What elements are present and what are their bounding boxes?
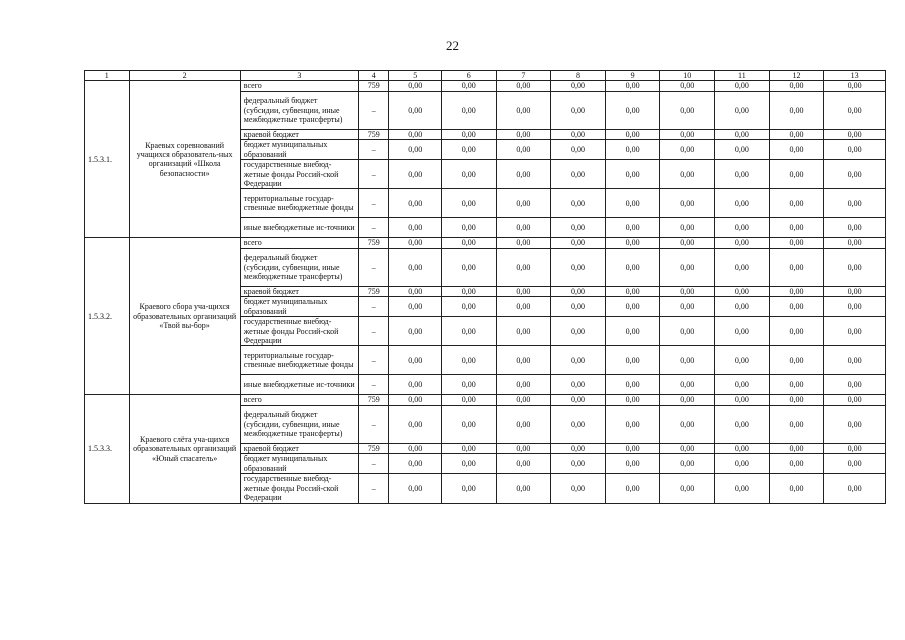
amount-cell: 0,00 [660,238,715,248]
amount-cell: 0,00 [551,140,606,160]
amount-cell: 0,00 [660,189,715,218]
item-name: Краевого слёта уча-щихся образовательных организаций «Юный спасатель» [129,395,240,503]
amount-cell: 0,00 [769,81,824,91]
amount-cell: 0,00 [824,297,886,317]
amount-cell: 0,00 [389,375,442,395]
amount-cell: 0,00 [551,248,606,286]
amount-cell: 0,00 [824,91,886,129]
amount-cell: 0,00 [824,129,886,139]
table-row [85,81,886,91]
funding-source: всего [240,238,358,248]
amount-cell: 0,00 [605,189,660,218]
amount-cell: 0,00 [660,317,715,346]
budget-code-cell: 759 [359,443,389,453]
amount-cell: 0,00 [496,474,551,503]
amount-cell: 0,00 [551,443,606,453]
amount-cell: 0,00 [389,91,442,129]
amount-cell: 0,00 [389,286,442,296]
amount-cell: 0,00 [824,346,886,375]
budget-code-cell: – [359,140,389,160]
header-cell: 8 [551,71,606,81]
amount-cell: 0,00 [715,454,770,474]
funding-source: территориальные государ-ственные внебюджетные фонды [240,189,358,218]
amount-cell: 0,00 [441,248,496,286]
amount-cell: 0,00 [660,140,715,160]
amount-cell: 0,00 [660,405,715,443]
amount-cell: 0,00 [605,286,660,296]
amount-cell: 0,00 [605,81,660,91]
amount-cell: 0,00 [605,454,660,474]
amount-cell: 0,00 [496,286,551,296]
amount-cell: 0,00 [389,454,442,474]
amount-cell: 0,00 [824,375,886,395]
amount-cell: 0,00 [496,160,551,189]
amount-cell: 0,00 [715,248,770,286]
amount-cell: 0,00 [715,218,770,238]
funding-source: федеральный бюджет (субсидии, субвенции, иные межбюджетные трансферты) [240,405,358,443]
funding-source: краевой бюджет [240,443,358,453]
amount-cell: 0,00 [551,160,606,189]
amount-cell: 0,00 [660,129,715,139]
amount-cell: 0,00 [496,140,551,160]
amount-cell: 0,00 [389,81,442,91]
header-cell: 12 [769,71,824,81]
amount-cell: 0,00 [551,189,606,218]
amount-cell: 0,00 [660,91,715,129]
amount-cell: 0,00 [389,297,442,317]
budget-code-cell: – [359,218,389,238]
amount-cell: 0,00 [551,91,606,129]
funding-source: иные внебюджетные ис-точники [240,218,358,238]
amount-cell: 0,00 [769,474,824,503]
amount-cell: 0,00 [660,454,715,474]
amount-cell: 0,00 [769,375,824,395]
amount-cell: 0,00 [551,375,606,395]
budget-code-cell: – [359,248,389,286]
amount-cell: 0,00 [441,346,496,375]
amount-cell: 0,00 [441,474,496,503]
item-code: 1.5.3.3. [85,395,130,503]
amount-cell: 0,00 [441,81,496,91]
amount-cell: 0,00 [441,238,496,248]
amount-cell: 0,00 [824,238,886,248]
funding-source: всего [240,81,358,91]
amount-cell: 0,00 [824,317,886,346]
amount-cell: 0,00 [441,218,496,238]
amount-cell: 0,00 [441,454,496,474]
amount-cell: 0,00 [551,474,606,503]
header-cell: 13 [824,71,886,81]
amount-cell: 0,00 [551,218,606,238]
amount-cell: 0,00 [605,375,660,395]
budget-code-cell: – [359,346,389,375]
amount-cell: 0,00 [496,81,551,91]
budget-code-cell: – [359,405,389,443]
amount-cell: 0,00 [551,454,606,474]
amount-cell: 0,00 [496,297,551,317]
budget-code-cell: – [359,474,389,503]
amount-cell: 0,00 [441,129,496,139]
budget-code-cell: 759 [359,395,389,405]
amount-cell: 0,00 [496,454,551,474]
header-cell: 2 [129,71,240,81]
amount-cell: 0,00 [551,297,606,317]
amount-cell: 0,00 [389,129,442,139]
amount-cell: 0,00 [605,297,660,317]
amount-cell: 0,00 [769,218,824,238]
amount-cell: 0,00 [605,129,660,139]
header-cell: 11 [715,71,770,81]
amount-cell: 0,00 [389,189,442,218]
header-cell: 5 [389,71,442,81]
budget-code-cell: – [359,297,389,317]
amount-cell: 0,00 [441,286,496,296]
amount-cell: 0,00 [441,297,496,317]
amount-cell: 0,00 [715,474,770,503]
budget-code-cell: – [359,375,389,395]
amount-cell: 0,00 [551,286,606,296]
amount-cell: 0,00 [769,129,824,139]
amount-cell: 0,00 [824,286,886,296]
amount-cell: 0,00 [496,405,551,443]
amount-cell: 0,00 [441,189,496,218]
amount-cell: 0,00 [660,160,715,189]
amount-cell: 0,00 [605,346,660,375]
budget-code-cell: 759 [359,81,389,91]
amount-cell: 0,00 [441,375,496,395]
amount-cell: 0,00 [389,140,442,160]
amount-cell: 0,00 [824,474,886,503]
funding-source: бюджет муниципальных образований [240,454,358,474]
budget-code-cell: 759 [359,129,389,139]
budget-code-cell: – [359,317,389,346]
amount-cell: 0,00 [496,129,551,139]
amount-cell: 0,00 [715,297,770,317]
amount-cell: 0,00 [769,443,824,453]
amount-cell: 0,00 [389,346,442,375]
budget-table [84,70,886,504]
amount-cell: 0,00 [660,248,715,286]
header-cell: 9 [605,71,660,81]
budget-code-cell: – [359,189,389,218]
table-body [85,81,886,503]
amount-cell: 0,00 [660,346,715,375]
funding-source: краевой бюджет [240,129,358,139]
table-row [85,395,886,405]
amount-cell: 0,00 [824,454,886,474]
amount-cell: 0,00 [660,218,715,238]
amount-cell: 0,00 [769,91,824,129]
amount-cell: 0,00 [551,317,606,346]
amount-cell: 0,00 [389,474,442,503]
amount-cell: 0,00 [769,317,824,346]
amount-cell: 0,00 [769,395,824,405]
amount-cell: 0,00 [441,395,496,405]
funding-source: краевой бюджет [240,286,358,296]
amount-cell: 0,00 [496,218,551,238]
amount-cell: 0,00 [769,286,824,296]
amount-cell: 0,00 [496,395,551,405]
funding-source: бюджет муниципальных образований [240,297,358,317]
funding-source: территориальные государ-ственные внебюджетные фонды [240,346,358,375]
amount-cell: 0,00 [715,317,770,346]
amount-cell: 0,00 [715,140,770,160]
amount-cell: 0,00 [496,91,551,129]
item-name: Краевых соревнований учащихся образователь-ных организаций «Школа безопасности» [129,81,240,238]
amount-cell: 0,00 [824,81,886,91]
amount-cell: 0,00 [605,443,660,453]
amount-cell: 0,00 [389,405,442,443]
amount-cell: 0,00 [824,189,886,218]
amount-cell: 0,00 [496,443,551,453]
amount-cell: 0,00 [715,286,770,296]
amount-cell: 0,00 [660,443,715,453]
budget-code-cell: – [359,160,389,189]
amount-cell: 0,00 [715,375,770,395]
amount-cell: 0,00 [605,140,660,160]
amount-cell: 0,00 [824,160,886,189]
amount-cell: 0,00 [389,160,442,189]
header-cell: 6 [441,71,496,81]
funding-source: государственные внебюд-жетные фонды Россий-ской Федерации [240,160,358,189]
amount-cell: 0,00 [715,129,770,139]
budget-code-cell: 759 [359,286,389,296]
amount-cell: 0,00 [496,375,551,395]
amount-cell: 0,00 [660,286,715,296]
amount-cell: 0,00 [605,317,660,346]
amount-cell: 0,00 [769,297,824,317]
funding-source: государственные внебюд-жетные фонды Россий-ской Федерации [240,317,358,346]
amount-cell: 0,00 [551,405,606,443]
budget-code-cell: – [359,91,389,129]
amount-cell: 0,00 [769,140,824,160]
amount-cell: 0,00 [605,91,660,129]
item-name: Краевого сбора уча-щихся образовательных организаций «Твой вы-бор» [129,238,240,395]
amount-cell: 0,00 [389,317,442,346]
amount-cell: 0,00 [551,238,606,248]
amount-cell: 0,00 [824,405,886,443]
amount-cell: 0,00 [660,297,715,317]
table-header-row [85,71,886,81]
amount-cell: 0,00 [824,248,886,286]
amount-cell: 0,00 [660,474,715,503]
amount-cell: 0,00 [605,160,660,189]
amount-cell: 0,00 [605,218,660,238]
amount-cell: 0,00 [824,395,886,405]
budget-code-cell: 759 [359,238,389,248]
header-cell: 3 [240,71,358,81]
amount-cell: 0,00 [715,395,770,405]
amount-cell: 0,00 [496,189,551,218]
amount-cell: 0,00 [496,317,551,346]
funding-source: иные внебюджетные ис-точники [240,375,358,395]
amount-cell: 0,00 [824,140,886,160]
item-code: 1.5.3.2. [85,238,130,395]
amount-cell: 0,00 [715,238,770,248]
funding-source: государственные внебюд-жетные фонды Россий-ской Федерации [240,474,358,503]
funding-source: бюджет муниципальных образований [240,140,358,160]
amount-cell: 0,00 [824,443,886,453]
amount-cell: 0,00 [389,218,442,238]
amount-cell: 0,00 [715,443,770,453]
amount-cell: 0,00 [715,160,770,189]
table-row [85,238,886,248]
header-cell: 1 [85,71,130,81]
amount-cell: 0,00 [605,238,660,248]
amount-cell: 0,00 [715,189,770,218]
amount-cell: 0,00 [441,443,496,453]
amount-cell: 0,00 [496,346,551,375]
amount-cell: 0,00 [769,238,824,248]
budget-code-cell: – [359,454,389,474]
funding-source: федеральный бюджет (субсидии, субвенции, иные межбюджетные трансферты) [240,91,358,129]
amount-cell: 0,00 [551,81,606,91]
amount-cell: 0,00 [441,317,496,346]
header-cell: 4 [359,71,389,81]
amount-cell: 0,00 [389,238,442,248]
amount-cell: 0,00 [715,405,770,443]
amount-cell: 0,00 [715,91,770,129]
amount-cell: 0,00 [441,405,496,443]
amount-cell: 0,00 [551,346,606,375]
amount-cell: 0,00 [441,91,496,129]
amount-cell: 0,00 [769,160,824,189]
amount-cell: 0,00 [769,248,824,286]
amount-cell: 0,00 [769,405,824,443]
amount-cell: 0,00 [389,443,442,453]
amount-cell: 0,00 [769,346,824,375]
amount-cell: 0,00 [605,405,660,443]
header-cell: 7 [496,71,551,81]
amount-cell: 0,00 [441,160,496,189]
amount-cell: 0,00 [660,395,715,405]
funding-source: федеральный бюджет (субсидии, субвенции, иные межбюджетные трансферты) [240,248,358,286]
amount-cell: 0,00 [824,218,886,238]
amount-cell: 0,00 [389,248,442,286]
amount-cell: 0,00 [769,454,824,474]
item-code: 1.5.3.1. [85,81,130,238]
amount-cell: 0,00 [605,474,660,503]
amount-cell: 0,00 [605,395,660,405]
amount-cell: 0,00 [769,189,824,218]
page-number: 22 [446,38,459,53]
funding-source: всего [240,395,358,405]
amount-cell: 0,00 [441,140,496,160]
amount-cell: 0,00 [605,248,660,286]
amount-cell: 0,00 [551,129,606,139]
amount-cell: 0,00 [660,375,715,395]
header-cell: 10 [660,71,715,81]
amount-cell: 0,00 [715,81,770,91]
amount-cell: 0,00 [660,81,715,91]
amount-cell: 0,00 [551,395,606,405]
amount-cell: 0,00 [496,238,551,248]
amount-cell: 0,00 [389,395,442,405]
amount-cell: 0,00 [715,346,770,375]
amount-cell: 0,00 [496,248,551,286]
